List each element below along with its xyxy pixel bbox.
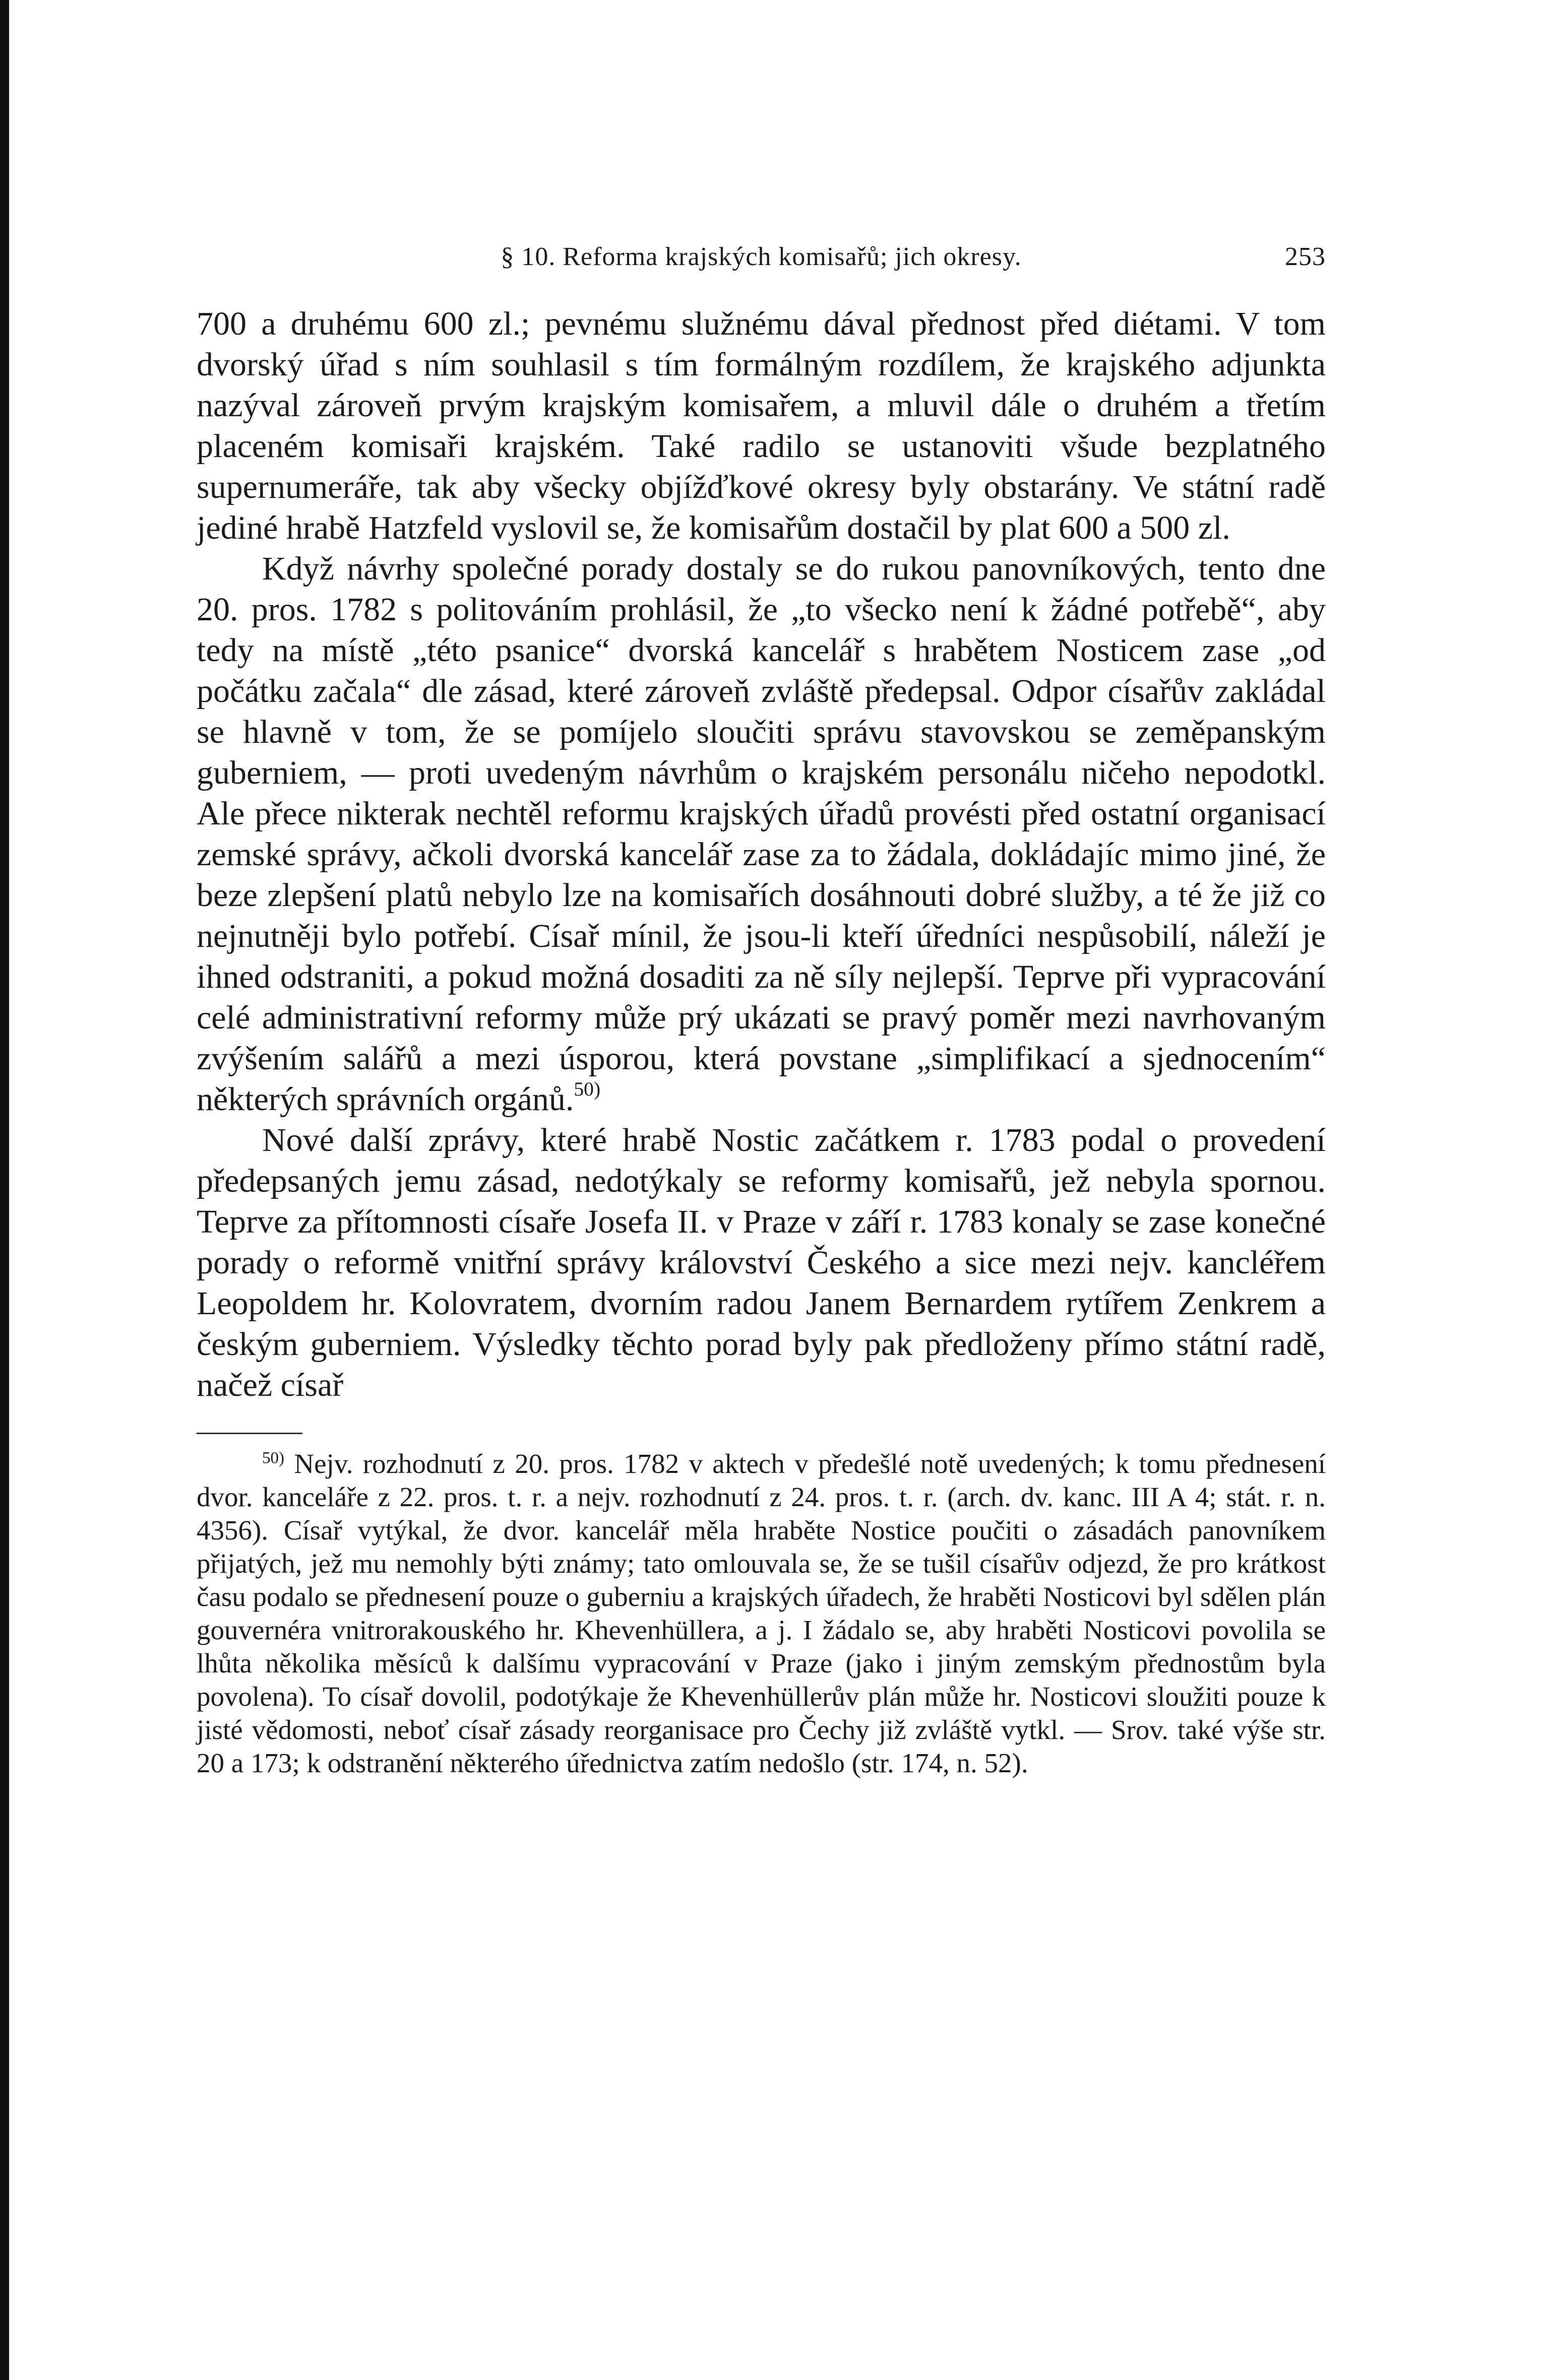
paragraph: Nové další zprávy, které hrabě Nostic začátkem r. 1783 podal o provedení předepsaných jemu zásad, nedotýkaly se reformy komisařů, jež nebyla spornou. Teprve za přítomnosti císaře Josefa II. v Praze v září r. 1783 konaly se zase konečné porady o reformě vnitřní správy království Českého a sice mezi nejv. kancléřem Leopoldem hr. Kolovratem, dvorním radou Janem Bernardem rytířem Zenkrem a českým guberniem. Výsledky těchto porad byly pak předloženy přímo státní radě, načež císař (197, 1122, 1326, 1403)
page-number: 253 (1285, 242, 1326, 271)
paragraph-continued: 700 a druhému 600 zl.; pevnému služnému dával přednost před diétami. V tom dvorský úřad s ním souhlasil s tím formálným rozdílem, že krajského adjunkta nazýval zároveň prvým krajským komisařem, a mluvil dále o druhém a třetím placeném komisaři krajském. Také radilo se ustanoviti všude bezplatného supernumeráře, tak aby všecky objížďkové okresy byly obstarány. Ve státní radě jediné hrabě Hatzfeld vyslovil se, že komisařům dostačil by plat 600 a 500 zl. (197, 305, 1326, 546)
footnote-text: Nejv. rozhodnutí z 20. pros. 1782 v aktech v předešlé notě uvedených; k tomu přednesení dvor. kanceláře z 22. pros. t. r. a nejv. rozhodnutí z 24. pros. t. r. (arch. dv. kanc. III A 4; stát. r. n. 4356). Císař vytýkal, že dvor. kancelář měla hraběte Nostice poučiti o zásadách panovníkem přijatých, jež mu nemohly býti známy; tato omlouvala se, že se tušil císařův odjezd, že pro krátkost času podalo se přednesení pouze o guberniu a krajských úřadech, že hraběti Nosticovi byl sdělen plán gouvernéra vnitrorakouského hr. Khevenhüllera, a j. I žádalo se, aby hraběti Nosticovi povolila se lhůta několika měsíců k dalšímu vypracování v Praze (jako i jiným zemským přednostům byla povolena). To císař dovolil, podotýkaje že Khevenhüllerův plán může hr. Nosticovi sloužiti pouze k jisté vědomosti, neboť císař zásady reorganisace pro Čechy již zvláště vytkl. — Srov. také výše str. 20 a 173; k odstranění některého úřednictva zatím nedošlo (str. 174, n. 52). (197, 1448, 1326, 1778)
running-header (197, 237, 1326, 282)
paragraph (197, 548, 1326, 1120)
book-page (197, 237, 1326, 1780)
footnote-reference: 50) (574, 1078, 601, 1101)
footnote-marker: 50) (262, 1449, 284, 1467)
footnote-divider (197, 1433, 302, 1434)
running-title: § 10. Reforma krajských komisařů; jich okresy. (501, 242, 1022, 271)
page-binding-edge (0, 0, 9, 2380)
footnotes-section (197, 1447, 1326, 1780)
paragraph-text: Když návrhy společné porady dostaly se do rukou panovníkových, tento dne 20. pros. 1782 s politováním prohlásil, že „to všecko není k žádné potřebě“, aby tedy na místě „této psanice“ dvorská kancelář s hrabětem Nosticem zase „od počátku začala“ dle zásad, které zároveň zvláště předepsal. Odpor císařův zakládal se hlavně v tom, že se pomíjelo sloučiti správu stavovskou se zeměpanským guberniem, — proti uvedeným návrhům o krajském personálu ničeho nepodotkl. Ale přece nikterak nechtěl reformu krajských úřadů provésti před ostatní organisací zemské správy, ačkoli dvorská kancelář zase za to žádala, dokládajíc mimo jiné, že beze zlepšení platů nebylo lze na komisařích dosáhnouti dobré služby, a té že již co nejnutněji bylo potřebí. Císař mínil, že jsou-li kteří úředníci nespůsobilí, náleží je ihned odstraniti, a pokud možná dosaditi za ně síly nejlepší. Teprve při vypracování celé administrativní reformy může prý ukázati se pravý poměr mezi navrhovaným zvýšením salářů a mezi úsporou, která povstane „simplifikací a sjednocením“ některých správních orgánů. (197, 550, 1326, 1118)
footnote (197, 1447, 1326, 1780)
main-text (197, 303, 1326, 1405)
